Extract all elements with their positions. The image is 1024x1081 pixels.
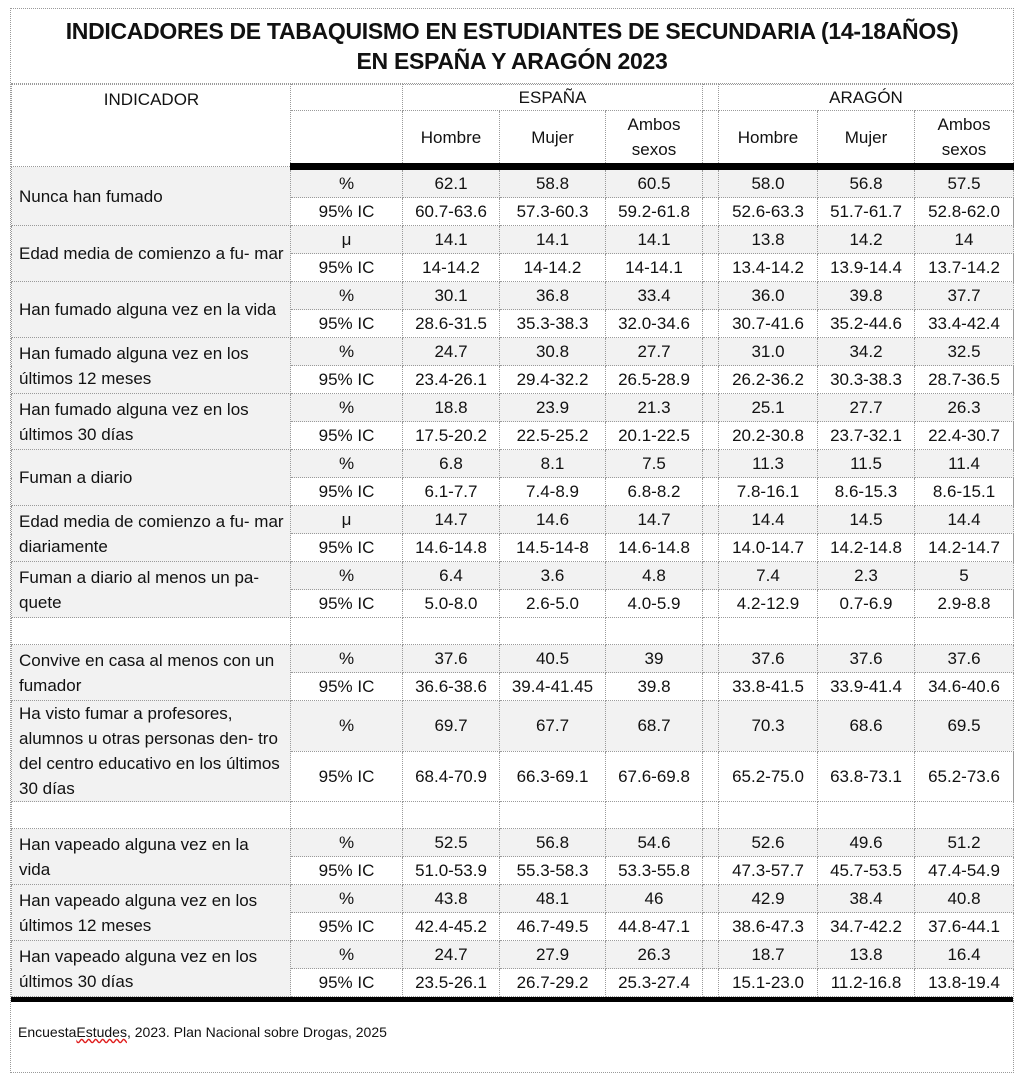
stat-header-top	[291, 85, 403, 111]
value-cell: 8.6-15.1	[915, 478, 1014, 506]
indicator-cell: Han fumado alguna vez en la vida	[12, 282, 291, 338]
value-cell: 27.9	[500, 941, 606, 969]
value-cell: 5	[915, 562, 1014, 590]
value-cell: 40.5	[500, 645, 606, 673]
value-cell: 55.3-58.3	[500, 857, 606, 885]
value-cell: 4.8	[606, 562, 703, 590]
indicator-cell: Nunca han fumado	[12, 167, 291, 226]
indicator-cell: Fuman a diario al menos un pa- quete	[12, 562, 291, 618]
gap-cell	[703, 111, 719, 167]
spacer-cell	[12, 802, 291, 829]
value-cell: 17.5-20.2	[403, 422, 500, 450]
value-cell: 26.7-29.2	[500, 969, 606, 997]
value-cell: 26.5-28.9	[606, 366, 703, 394]
value-cell: 3.6	[500, 562, 606, 590]
value-cell: 37.6	[915, 645, 1014, 673]
col-header-aragon-ambos: Ambos sexos	[915, 111, 1014, 167]
stat-cell: 95% IC	[291, 478, 403, 506]
value-cell: 14-14.2	[500, 254, 606, 282]
gap-cell	[703, 562, 719, 590]
value-cell: 14.7	[403, 506, 500, 534]
value-cell: 7.4-8.9	[500, 478, 606, 506]
title-line-2: EN ESPAÑA Y ARAGÓN 2023	[356, 48, 668, 74]
indicator-cell: Han vapeado alguna vez en los últimos 12 meses	[12, 885, 291, 941]
value-cell: 18.7	[719, 941, 818, 969]
value-cell: 24.7	[403, 941, 500, 969]
spacer-cell	[818, 618, 915, 645]
stat-cell: %	[291, 562, 403, 590]
spacer-cell	[719, 802, 818, 829]
col-header-aragon-hombre: Hombre	[719, 111, 818, 167]
value-cell: 0.7-6.9	[818, 590, 915, 618]
value-cell: 32.0-34.6	[606, 310, 703, 338]
stat-cell: 95% IC	[291, 913, 403, 941]
value-cell: 27.7	[818, 394, 915, 422]
stat-header	[291, 111, 403, 167]
stat-cell: %	[291, 167, 403, 198]
gap-cell	[703, 885, 719, 913]
value-cell: 13.7-14.2	[915, 254, 1014, 282]
value-cell: 13.8-19.4	[915, 969, 1014, 997]
value-cell: 40.8	[915, 885, 1014, 913]
value-cell: 8.1	[500, 450, 606, 478]
value-cell: 2.6-5.0	[500, 590, 606, 618]
value-cell: 34.6-40.6	[915, 673, 1014, 701]
table-row	[12, 226, 1014, 254]
value-cell: 60.5	[606, 167, 703, 198]
stat-cell: 95% IC	[291, 366, 403, 394]
value-cell: 14.6-14.8	[403, 534, 500, 562]
indicator-cell: Ha visto fumar a profesores, alumnos u otras personas den- tro del centro educativo en los últimos 30 días	[12, 701, 291, 802]
value-cell: 16.4	[915, 941, 1014, 969]
stat-cell: %	[291, 885, 403, 913]
value-cell: 28.6-31.5	[403, 310, 500, 338]
spacer-cell	[719, 618, 818, 645]
value-cell: 67.6-69.8	[606, 751, 703, 802]
value-cell: 14.1	[500, 226, 606, 254]
value-cell: 11.4	[915, 450, 1014, 478]
gap-cell	[703, 941, 719, 969]
value-cell: 34.7-42.2	[818, 913, 915, 941]
gap-cell	[703, 701, 719, 752]
value-cell: 8.6-15.3	[818, 478, 915, 506]
stat-cell: %	[291, 450, 403, 478]
value-cell: 14.5-14-8	[500, 534, 606, 562]
indicator-cell: Han vapeado alguna vez en los últimos 30 días	[12, 941, 291, 997]
value-cell: 20.2-30.8	[719, 422, 818, 450]
value-cell: 69.7	[403, 701, 500, 752]
value-cell: 36.8	[500, 282, 606, 310]
value-cell: 14-14.1	[606, 254, 703, 282]
value-cell: 42.4-45.2	[403, 913, 500, 941]
value-cell: 11.3	[719, 450, 818, 478]
gap-cell	[703, 366, 719, 394]
value-cell: 6.1-7.7	[403, 478, 500, 506]
value-cell: 37.7	[915, 282, 1014, 310]
value-cell: 14.6	[500, 506, 606, 534]
source-post: , 2023. Plan Nacional sobre Drogas, 2025	[126, 1024, 387, 1040]
value-cell: 7.4	[719, 562, 818, 590]
table-row	[12, 829, 1014, 857]
spacer-cell	[915, 802, 1014, 829]
value-cell: 37.6-44.1	[915, 913, 1014, 941]
value-cell: 52.5	[403, 829, 500, 857]
value-cell: 28.7-36.5	[915, 366, 1014, 394]
stat-cell: %	[291, 394, 403, 422]
value-cell: 42.9	[719, 885, 818, 913]
value-cell: 53.3-55.8	[606, 857, 703, 885]
value-cell: 7.8-16.1	[719, 478, 818, 506]
value-cell: 23.7-32.1	[818, 422, 915, 450]
value-cell: 20.1-22.5	[606, 422, 703, 450]
value-cell: 22.4-30.7	[915, 422, 1014, 450]
value-cell: 35.2-44.6	[818, 310, 915, 338]
gap-cell	[703, 254, 719, 282]
value-cell: 58.0	[719, 167, 818, 198]
value-cell: 47.3-57.7	[719, 857, 818, 885]
gap-cell	[703, 506, 719, 534]
value-cell: 14.4	[915, 506, 1014, 534]
table-row	[12, 282, 1014, 310]
region-header-aragon: ARAGÓN	[719, 85, 1014, 111]
value-cell: 65.2-73.6	[915, 751, 1014, 802]
value-cell: 23.5-26.1	[403, 969, 500, 997]
value-cell: 11.2-16.8	[818, 969, 915, 997]
value-cell: 37.6	[818, 645, 915, 673]
gap-cell	[703, 422, 719, 450]
stat-cell: 95% IC	[291, 254, 403, 282]
value-cell: 14	[915, 226, 1014, 254]
value-cell: 67.7	[500, 701, 606, 752]
value-cell: 11.5	[818, 450, 915, 478]
value-cell: 14.2	[818, 226, 915, 254]
indicator-cell: Han fumado alguna vez en los últimos 12 meses	[12, 338, 291, 394]
source-note	[11, 997, 1013, 1062]
spacer-cell	[606, 802, 703, 829]
indicator-cell: Edad media de comienzo a fu- mar	[12, 226, 291, 282]
stat-cell: μ	[291, 506, 403, 534]
value-cell: 22.5-25.2	[500, 422, 606, 450]
value-cell: 65.2-75.0	[719, 751, 818, 802]
gap-cell	[703, 478, 719, 506]
source-word: Estudes	[76, 1024, 127, 1040]
col-header-espana-hombre: Hombre	[403, 111, 500, 167]
value-cell: 66.3-69.1	[500, 751, 606, 802]
stat-cell: μ	[291, 226, 403, 254]
table-row	[12, 506, 1014, 534]
gap-cell	[703, 969, 719, 997]
stat-cell: %	[291, 282, 403, 310]
value-cell: 68.4-70.9	[403, 751, 500, 802]
table-row	[12, 167, 1014, 198]
value-cell: 56.8	[500, 829, 606, 857]
table-row	[12, 645, 1014, 673]
stat-cell: 95% IC	[291, 673, 403, 701]
value-cell: 45.7-53.5	[818, 857, 915, 885]
value-cell: 30.1	[403, 282, 500, 310]
gap-cell	[703, 590, 719, 618]
stat-cell: 95% IC	[291, 969, 403, 997]
value-cell: 5.0-8.0	[403, 590, 500, 618]
value-cell: 51.0-53.9	[403, 857, 500, 885]
col-header-aragon-mujer: Mujer	[818, 111, 915, 167]
value-cell: 59.2-61.8	[606, 198, 703, 226]
gap-cell	[703, 645, 719, 673]
value-cell: 70.3	[719, 701, 818, 752]
value-cell: 33.4-42.4	[915, 310, 1014, 338]
value-cell: 57.5	[915, 167, 1014, 198]
value-cell: 23.9	[500, 394, 606, 422]
gap-cell	[703, 857, 719, 885]
stat-cell: %	[291, 941, 403, 969]
gap-cell	[703, 829, 719, 857]
stat-cell: %	[291, 829, 403, 857]
gap-cell	[703, 338, 719, 366]
gap-cell	[703, 282, 719, 310]
value-cell: 63.8-73.1	[818, 751, 915, 802]
value-cell: 39.4-41.45	[500, 673, 606, 701]
col-header-espana-ambos: Ambos sexos	[606, 111, 703, 167]
indicators-table	[11, 84, 1014, 997]
value-cell: 38.4	[818, 885, 915, 913]
gap-cell	[703, 226, 719, 254]
value-cell: 60.7-63.6	[403, 198, 500, 226]
spacer-cell	[291, 618, 403, 645]
value-cell: 14.1	[606, 226, 703, 254]
table-frame	[10, 8, 1014, 1073]
value-cell: 69.5	[915, 701, 1014, 752]
table-row	[12, 941, 1014, 969]
indicator-cell: Han fumado alguna vez en los últimos 30 días	[12, 394, 291, 450]
value-cell: 23.4-26.1	[403, 366, 500, 394]
value-cell: 30.8	[500, 338, 606, 366]
value-cell: 14.0-14.7	[719, 534, 818, 562]
value-cell: 46.7-49.5	[500, 913, 606, 941]
value-cell: 39	[606, 645, 703, 673]
value-cell: 26.3	[606, 941, 703, 969]
value-cell: 15.1-23.0	[719, 969, 818, 997]
spacer-cell	[403, 618, 500, 645]
value-cell: 14.7	[606, 506, 703, 534]
value-cell: 18.8	[403, 394, 500, 422]
stat-cell: %	[291, 338, 403, 366]
value-cell: 52.6	[719, 829, 818, 857]
indicator-cell: Convive en casa al menos con un fumador	[12, 645, 291, 701]
value-cell: 56.8	[818, 167, 915, 198]
indicator-cell: Fuman a diario	[12, 450, 291, 506]
value-cell: 25.1	[719, 394, 818, 422]
value-cell: 6.8	[403, 450, 500, 478]
value-cell: 57.3-60.3	[500, 198, 606, 226]
table-row	[12, 562, 1014, 590]
indicator-cell: Han vapeado alguna vez en la vida	[12, 829, 291, 885]
gap-cell	[703, 198, 719, 226]
value-cell: 68.6	[818, 701, 915, 752]
value-cell: 58.8	[500, 167, 606, 198]
value-cell: 32.5	[915, 338, 1014, 366]
value-cell: 37.6	[719, 645, 818, 673]
value-cell: 36.0	[719, 282, 818, 310]
region-header-espana: ESPAÑA	[403, 85, 703, 111]
value-cell: 48.1	[500, 885, 606, 913]
value-cell: 2.9-8.8	[915, 590, 1014, 618]
value-cell: 44.8-47.1	[606, 913, 703, 941]
stat-cell: %	[291, 645, 403, 673]
value-cell: 14.1	[403, 226, 500, 254]
gap-cell	[703, 751, 719, 802]
table-title	[11, 9, 1013, 84]
value-cell: 38.6-47.3	[719, 913, 818, 941]
value-cell: 31.0	[719, 338, 818, 366]
stat-cell: 95% IC	[291, 534, 403, 562]
gap-cell	[703, 167, 719, 198]
gap-cell	[703, 450, 719, 478]
value-cell: 33.4	[606, 282, 703, 310]
stat-cell: 95% IC	[291, 590, 403, 618]
table-row	[12, 338, 1014, 366]
gap-cell	[703, 534, 719, 562]
value-cell: 14.4	[719, 506, 818, 534]
value-cell: 29.4-32.2	[500, 366, 606, 394]
table-row	[12, 394, 1014, 422]
value-cell: 49.6	[818, 829, 915, 857]
value-cell: 33.9-41.4	[818, 673, 915, 701]
value-cell: 43.8	[403, 885, 500, 913]
spacer-cell	[915, 618, 1014, 645]
stat-cell: 95% IC	[291, 751, 403, 802]
value-cell: 35.3-38.3	[500, 310, 606, 338]
source-pre: Encuesta	[18, 1024, 77, 1040]
value-cell: 13.9-14.4	[818, 254, 915, 282]
stat-cell: %	[291, 701, 403, 752]
value-cell: 14-14.2	[403, 254, 500, 282]
table-row	[12, 701, 1014, 752]
gap-cell	[703, 673, 719, 701]
spacer-cell	[500, 618, 606, 645]
spacer-cell	[291, 802, 403, 829]
value-cell: 4.0-5.9	[606, 590, 703, 618]
value-cell: 52.8-62.0	[915, 198, 1014, 226]
stat-cell: 95% IC	[291, 857, 403, 885]
gap-cell	[703, 85, 719, 111]
value-cell: 13.8	[719, 226, 818, 254]
spacer-cell	[703, 618, 719, 645]
spacer-cell	[703, 802, 719, 829]
spacer-row	[12, 618, 1014, 645]
table-row	[12, 450, 1014, 478]
stat-cell: 95% IC	[291, 198, 403, 226]
stat-cell: 95% IC	[291, 310, 403, 338]
spacer-cell	[500, 802, 606, 829]
value-cell: 14.6-14.8	[606, 534, 703, 562]
indicator-cell: Edad media de comienzo a fu- mar diariamente	[12, 506, 291, 562]
value-cell: 13.4-14.2	[719, 254, 818, 282]
value-cell: 7.5	[606, 450, 703, 478]
value-cell: 51.2	[915, 829, 1014, 857]
value-cell: 4.2-12.9	[719, 590, 818, 618]
gap-cell	[703, 310, 719, 338]
table-row	[12, 885, 1014, 913]
value-cell: 39.8	[606, 673, 703, 701]
value-cell: 14.2-14.7	[915, 534, 1014, 562]
title-line-1: INDICADORES DE TABAQUISMO EN ESTUDIANTES DE SECUNDARIA (14-18AÑOS)	[65, 18, 959, 44]
value-cell: 68.7	[606, 701, 703, 752]
col-header-espana-mujer: Mujer	[500, 111, 606, 167]
gap-cell	[703, 913, 719, 941]
value-cell: 6.4	[403, 562, 500, 590]
value-cell: 47.4-54.9	[915, 857, 1014, 885]
value-cell: 2.3	[818, 562, 915, 590]
value-cell: 13.8	[818, 941, 915, 969]
value-cell: 6.8-8.2	[606, 478, 703, 506]
value-cell: 33.8-41.5	[719, 673, 818, 701]
indicator-header: INDICADOR	[12, 85, 291, 167]
value-cell: 52.6-63.3	[719, 198, 818, 226]
value-cell: 62.1	[403, 167, 500, 198]
value-cell: 27.7	[606, 338, 703, 366]
stat-cell: 95% IC	[291, 422, 403, 450]
value-cell: 14.2-14.8	[818, 534, 915, 562]
value-cell: 30.7-41.6	[719, 310, 818, 338]
value-cell: 14.5	[818, 506, 915, 534]
value-cell: 21.3	[606, 394, 703, 422]
gap-cell	[703, 394, 719, 422]
value-cell: 34.2	[818, 338, 915, 366]
value-cell: 54.6	[606, 829, 703, 857]
value-cell: 26.2-36.2	[719, 366, 818, 394]
value-cell: 30.3-38.3	[818, 366, 915, 394]
spacer-cell	[403, 802, 500, 829]
value-cell: 24.7	[403, 338, 500, 366]
value-cell: 46	[606, 885, 703, 913]
value-cell: 26.3	[915, 394, 1014, 422]
spacer-row	[12, 802, 1014, 829]
value-cell: 39.8	[818, 282, 915, 310]
value-cell: 51.7-61.7	[818, 198, 915, 226]
value-cell: 37.6	[403, 645, 500, 673]
spacer-cell	[818, 802, 915, 829]
value-cell: 36.6-38.6	[403, 673, 500, 701]
value-cell: 25.3-27.4	[606, 969, 703, 997]
spacer-cell	[12, 618, 291, 645]
spacer-cell	[606, 618, 703, 645]
